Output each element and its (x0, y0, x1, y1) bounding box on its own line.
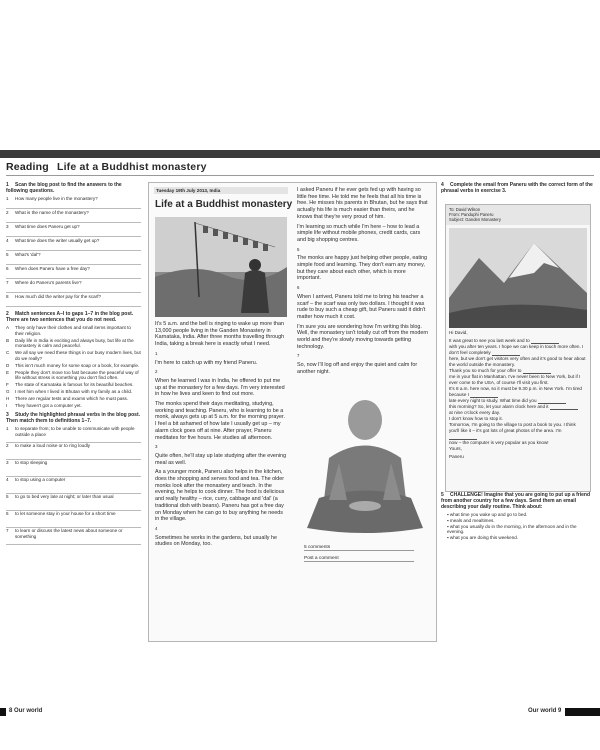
sentence-item (6, 370, 141, 382)
question-number: 4 (6, 238, 9, 243)
right-footer-label: Our world (528, 708, 557, 714)
blog-paragraph: As a younger monk, Paneru also helps in the kitchen, does the shopping and serves food and tea. The older monks look after the monastery and teach. In the evening, he helps to cook dinner. The food is delicious and really healthy – rice, curry, cabbage and 'dal' (a traditional dish with beans). Paneru has got a free day on Monday when he can go to buy anything he needs in the village. (155, 469, 285, 523)
sentence-text: This isn't much money for some soap or a book, for example. (15, 362, 140, 368)
task-4-heading: 4 Complete the email from Paneru with the correct form of the phrasal verbs in exercise 3. (441, 182, 593, 194)
definition-number: 7 (6, 528, 9, 534)
sentence-number: E (6, 369, 10, 375)
question-number: 6 (6, 266, 9, 271)
email-line-text: It was great to see you last week and to (449, 337, 531, 343)
question-item (6, 252, 141, 265)
top-banner (0, 150, 600, 158)
email-line-text: Tomorrow, I'm going to the village to post a book to you. I think you'll like it – it's got lots of great photos of the area. I'm (449, 421, 576, 433)
email-header (446, 205, 590, 225)
question-item (6, 280, 141, 293)
sentence-item (6, 389, 141, 395)
definition-text: to go to bed very late at night; or later than usual (15, 494, 114, 500)
section-title: Life at a Buddhist monastery (56, 161, 207, 173)
email-line-text: at nine o'clock every day. (449, 409, 501, 415)
sentence-text: They only have their clothes and small items important to their religion. (15, 325, 131, 336)
question-number: 1 (6, 196, 9, 201)
definition-text: to make a loud noise or to ring loudly (15, 443, 91, 449)
question-text: Where do Paneru's parents live? (15, 280, 82, 285)
gap-marker: 4 (155, 525, 158, 531)
task-2-sentences (6, 325, 141, 408)
definition-item (6, 528, 141, 545)
sentence-item (6, 382, 141, 388)
email-line-text: I don't know how to stop it. (449, 415, 503, 421)
left-column (6, 182, 141, 545)
email-line-text: now – the computer is very popular as you know! (449, 439, 549, 445)
post-comment-link[interactable]: Post a comment (304, 556, 414, 562)
question-text: What is the name of the monastery? (15, 210, 89, 215)
sentence-number: H (6, 395, 10, 401)
blog-paragraph: When I arrived, Paneru told me to bring his teacher a scarf – the scarf was only two dollars. I thought it was rude to buy such a cheap gift, but Paneru said it didn't matter how much it cost. (297, 293, 426, 320)
sentence-text: I met him when I lived in Bhutan with my family as a child. (15, 388, 133, 394)
question-number: 8 (6, 294, 9, 299)
email-line (449, 344, 587, 356)
definition-item (6, 443, 141, 460)
footer-right-bar (565, 708, 600, 716)
blog-paragraph: It's 5 a.m. and the bell is ringing to wake up more than 13,000 people living in the Ganden Monastery in Karnataka, India. After three months travelling through India, taking a break here is exactly what I need. (155, 321, 285, 348)
definition-number: 2 (6, 443, 9, 449)
sentence-item (6, 363, 141, 369)
sentence-number: G (6, 388, 10, 394)
footer-right (528, 708, 561, 714)
sentence-item (6, 338, 141, 350)
question-text: What's 'dal'? (15, 252, 41, 257)
task-5-challenge: 5 CHALLENGE! Imagine that you are going to put up a friend from another country for a few days. Send them an email describing your daily routine. Think about: ▪ what time you wake up and go to bed. ▪ meals and mealtimes. ▪ what you usually do in the morning, in the afternoon and in the evening. ▪ what you are doing this weekend. (441, 492, 594, 541)
blog-paragraph: I'm learning so much while I'm here – how to lead a simple life without mobile phones, credit cards, cars and big shopping centres. (297, 223, 421, 243)
email-line (449, 386, 587, 398)
sentence-number: D (6, 362, 10, 368)
blog-column-2 (297, 187, 429, 379)
question-text: How much did the writer pay for the scarf? (15, 294, 102, 299)
task-1-heading: 1 Scan the blog post to find the answers to the following questions. (6, 182, 122, 194)
blog-column-1 (155, 321, 287, 551)
footer-left-bar (0, 708, 6, 716)
task-3-heading: 3 Study the highlighted phrasal verbs in the blog post. Then match them to definitions 1–7. (6, 412, 141, 425)
question-text: What time does Paneru get up? (15, 224, 80, 229)
gap-marker: 3 (155, 444, 158, 450)
task-5-item: ▪ what you usually do in the morning, in the afternoon and in the evening. (447, 524, 594, 536)
task-3-definitions (6, 426, 141, 545)
email-line-text: Thank you so much for your offer to (449, 367, 523, 373)
email-line-text: this morning? So, let your alarm clock here and it (449, 403, 550, 409)
task-1-questions (6, 196, 141, 307)
sentence-number: A (6, 325, 10, 330)
email-line (449, 356, 587, 368)
sentence-item (6, 396, 141, 402)
task-5-item: ▪ what you are doing this weekend. (447, 535, 594, 541)
sentence-item (6, 350, 141, 362)
sentence-text: People they don't move too fast because the peaceful way of life without stress is something you don't find often. (15, 369, 139, 381)
footer-left (9, 708, 42, 714)
sentence-text: There are regular tests and exams which he must pass. (15, 395, 129, 401)
question-item (6, 294, 141, 307)
meditating-monk-illustration (299, 388, 431, 543)
sentence-number: B (6, 337, 10, 343)
blog-date: Tuesday 19th July 2013, India (154, 187, 288, 194)
question-item (6, 210, 141, 223)
definition-number: 1 (6, 426, 9, 432)
email-signature: Paneru (449, 453, 464, 459)
blog-paragraph: When he learned I was in India, he offered to put me up at the monastery for a few days. I'm very interested in how he lives and keen to find out more. (155, 377, 285, 398)
definition-item (6, 460, 141, 477)
blog-paragraph: The monks are happy just helping other people, eating simple food and learning. They don't earn any money, but they care about each other, which is more important. (297, 255, 428, 282)
sentence-text: The state of Karnataka is famous for its beautiful beaches. (15, 382, 134, 388)
email-body (446, 328, 590, 464)
email-signoff: Yours, (449, 445, 462, 451)
question-item (6, 224, 141, 237)
task-5-item: ▪ what time you wake up and go to bed. (447, 512, 594, 518)
email-line-text: here, but we don't get visitors very often and it's good to hear about the world outside the monastery. (449, 355, 586, 367)
question-number: 3 (6, 224, 9, 229)
blog-paragraph: The monks spend their days meditating, studying, working and teaching. Paneru, who is learning to be a monk, always gets up at 5 a.m. for the morning prayer. I feel a bit ashamed of how late I usually get up – my alarm clock goes off at nine. After prayer, Paneru meditates for five hours. He studies all afternoon. (155, 401, 286, 441)
left-page-number: 8 (9, 708, 13, 714)
gap-marker: 6 (297, 285, 300, 291)
blog-paragraph: Sometimes he works in the gardens, but usually he studies on Monday, too. (155, 534, 277, 548)
email-line (449, 422, 587, 440)
email-line-text: me in your flat in Manhattan. I've never been to New York, but if I ever come to the USA, of course I'll visit you first. (449, 373, 581, 385)
email-lines (449, 338, 587, 446)
sentence-number: I (6, 402, 8, 408)
question-text: When does Paneru have a free day? (15, 266, 90, 271)
section-label: Reading (6, 161, 49, 173)
definition-text: to stop using a computer (15, 477, 66, 483)
definition-number: 3 (6, 460, 9, 466)
sentence-number: F (6, 382, 9, 388)
email-line (449, 374, 587, 386)
gap-marker: 1 (155, 350, 158, 356)
question-item (6, 238, 141, 251)
question-text: What time does the writer usually get up? (15, 238, 100, 243)
header-divider (6, 175, 594, 176)
definition-item (6, 426, 141, 443)
question-text: How many people live in the monastery? (15, 196, 98, 201)
definition-text: to learn or discuss the latest news about someone or something (15, 528, 123, 540)
blog-paragraph: I'm sure you are wondering how I'm writing this blog. Well, the monastery isn't totally cut off from the modern world and they're slowly moving towards getting technology. (297, 323, 429, 350)
task-5-item: ▪ meals and mealtimes. (447, 518, 594, 524)
email-to: To: David Wilson (449, 207, 481, 212)
definition-number: 4 (6, 477, 9, 483)
sentence-item (6, 325, 141, 337)
gap-marker: 5 (297, 246, 300, 252)
sentence-item (6, 403, 141, 409)
question-number: 7 (6, 280, 9, 285)
definition-number: 6 (6, 511, 9, 517)
blog-paragraph: Quite often, he'll stay up late studying after the evening meal as well. (155, 452, 287, 466)
email-from: From: Panduphi Paneru (449, 212, 494, 218)
blog-title: Life at a Buddhist monastery (155, 199, 293, 210)
sentence-text: They haven't got a computer yet. (15, 402, 82, 408)
email-line-text: It's 8 a.m. here now, so it must be 9.30 p.m. in New York. I'm tired because I (449, 385, 582, 397)
question-number: 2 (6, 210, 9, 215)
right-page-number: 9 (558, 708, 562, 714)
blog-paragraph: I asked Paneru if he ever gets fed up with having so little free time. He told me he feels that all his time is free. He misses his parents in Bhutan, but he says that actually his life is much easier than theirs, and he knows that they're very proud of him. (297, 187, 428, 220)
definition-text: to separate from; to be unable to communicate with people outside a place (15, 426, 135, 438)
task-5-list (447, 512, 594, 541)
definition-text: to let someone stay in your house for a short time (15, 511, 116, 517)
definition-item (6, 477, 141, 494)
sentence-number: C (6, 350, 10, 356)
sentence-text: We all say we need these things in our busy modern lives, but do we really? (15, 350, 141, 361)
definition-text: to stop sleeping (15, 460, 48, 466)
blog-paragraph: I'm here to catch up with my friend Paneru. (155, 359, 258, 366)
definition-number: 5 (6, 494, 9, 500)
definition-item (6, 494, 141, 511)
blog-post-panel (148, 182, 437, 642)
mountain-landscape-photo (449, 228, 587, 328)
gap-marker: 2 (155, 369, 158, 375)
question-number: 5 (6, 252, 9, 257)
answer-blank[interactable] (550, 405, 578, 410)
task-2-heading: 2 Match sentences A–I to gaps 1–7 in the blog post. There are two sentences that you do not need. (6, 311, 134, 323)
monk-with-flags-photo (155, 217, 287, 317)
email-line-text: with you after ten years. I hope we can keep in touch more often. I don't feel completely (449, 343, 584, 355)
email-subject: Subject: Ganden Monastery (449, 217, 501, 223)
email-line-text: late every night to study. What time did you (449, 397, 538, 403)
comments-link[interactable]: 5 comments (304, 545, 414, 551)
definition-item (6, 511, 141, 528)
sentence-text: Daily life in India is exciting and always busy, but life at the monastery is calm and peaceful. (15, 337, 134, 349)
blog-paragraph: So, now I'll log off and enjoy the quiet and calm for another night. (297, 362, 418, 375)
gap-marker: 7 (297, 353, 300, 359)
section-header (6, 161, 207, 173)
question-item (6, 266, 141, 279)
left-footer-label: Our world (14, 708, 43, 714)
email-panel (445, 204, 591, 492)
email-greeting: Hi David, (449, 329, 468, 335)
question-item (6, 196, 141, 209)
